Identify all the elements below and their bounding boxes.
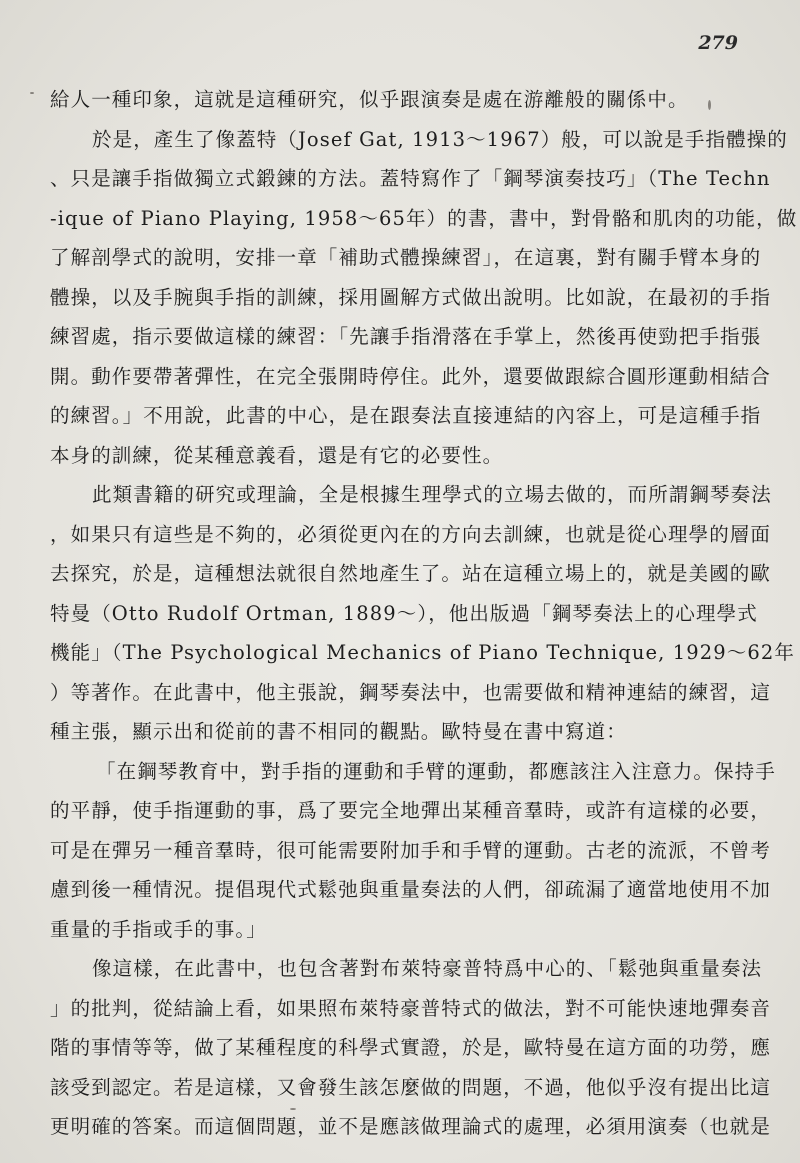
print-speck: [290, 1108, 296, 1110]
text-line: 機能」（The Psychological Mechanics of Piano Technique, 1929～62年: [50, 641, 795, 664]
text-line: ）等著作。在此書中，他主張說，鋼琴奏法中，也需要做和精神連結的練習，這: [50, 680, 772, 704]
page-number: 279: [698, 32, 738, 54]
text-line: 的練習。」不用說，此書的中心，是在跟奏法直接連結的內容上，可是這種手指: [50, 404, 762, 427]
text-line: 更明確的答案。而這個問題，並不是應該做理論式的處理，必須用演奏（也就是: [50, 1115, 772, 1138]
quote-line: 「在鋼琴教育中，對手指的運動和手臂的運動，都應該注入注意力。保持手: [96, 759, 776, 783]
text-line: 開。動作要帶著彈性，在完全張開時停住。此外，還要做跟綜合圓形運動相結合: [50, 364, 772, 388]
text-line: 該受到認定。若是這樣，又會發生該怎麼做的問題，不過，他似乎沒有提出比這: [50, 1075, 772, 1099]
text-line: 於是，產生了像蓋特（Josef Gat, 1913～1967）般，可以說是手指體操的: [92, 127, 788, 151]
quote-line: 重量的手指或手的事。」: [50, 917, 267, 941]
text-line: -ique of Piano Playing, 1958～65年）的書，書中，對骨骼和肌肉的功能，做: [50, 206, 798, 230]
text-line: 本身的訓練，從某種意義看，還是有它的必要性。: [50, 443, 504, 467]
quote-line: 可是在彈另一種音羣時，很可能需要附加手和手臂的運動。古老的流派，不曾考: [50, 838, 772, 862]
text-line: 、只是讓手指做獨立式鍛鍊的方法。蓋特寫作了「鋼琴演奏技巧」（The Techn: [50, 167, 771, 190]
text-line: 階的事情等等，做了某種程度的科學式實證，於是，歐特曼在這方面的功勞，應: [50, 1036, 772, 1059]
text-line: 種主張，顯示出和從前的書不相同的觀點。歐特曼在書中寫道：: [50, 720, 627, 743]
text-line: 像這樣，在此書中，也包含著對布萊特豪普特爲中心的、「鬆弛與重量奏法: [92, 957, 763, 980]
text-line: 了解剖學式的說明，安排一章「補助式體操練習」，在這裏，對有關手臂本身的: [50, 246, 762, 269]
body-text: [50, 80, 798, 1147]
text-line: 給人一種印象，這就是這種研究，似乎跟演奏是處在游離般的關係中。: [50, 88, 689, 111]
print-speck: [708, 100, 711, 110]
text-line: 此類書籍的研究或理論，全是根據生理學式的立場去做的，而所謂鋼琴奏法: [92, 483, 772, 506]
text-line: 去探究，於是，這種想法就很自然地產生了。站在這種立場上的，就是美國的歐: [50, 562, 772, 585]
text-line: 特曼（Otto Rudolf Ortman, 1889～），他出版過「鋼琴奏法上的心理學式: [50, 601, 758, 625]
text-line: ，如果只有這些是不夠的，必須從更內在的方向去訓練，也就是從心理學的層面: [50, 522, 772, 546]
print-speck: [30, 92, 34, 94]
text-line: 體操，以及手腕與手指的訓練，採用圖解方式做出說明。比如說，在最初的手指: [50, 285, 772, 309]
quote-line: 的平靜，使手指運動的事，爲了要完全地彈出某種音羣時，或許有這樣的必要，: [50, 799, 772, 822]
quote-line: 慮到後一種情況。提倡現代式鬆弛與重量奏法的人們，卻疏漏了適當地使用不加: [50, 878, 772, 901]
text-line: 」的批判，從結論上看，如果照布萊特豪普特式的做法，對不可能快速地彈奏音: [50, 996, 772, 1020]
text-line: 練習處，指示要做這樣的練習：「先讓手指滑落在手掌上，然後再使勁把手指張: [50, 325, 762, 348]
